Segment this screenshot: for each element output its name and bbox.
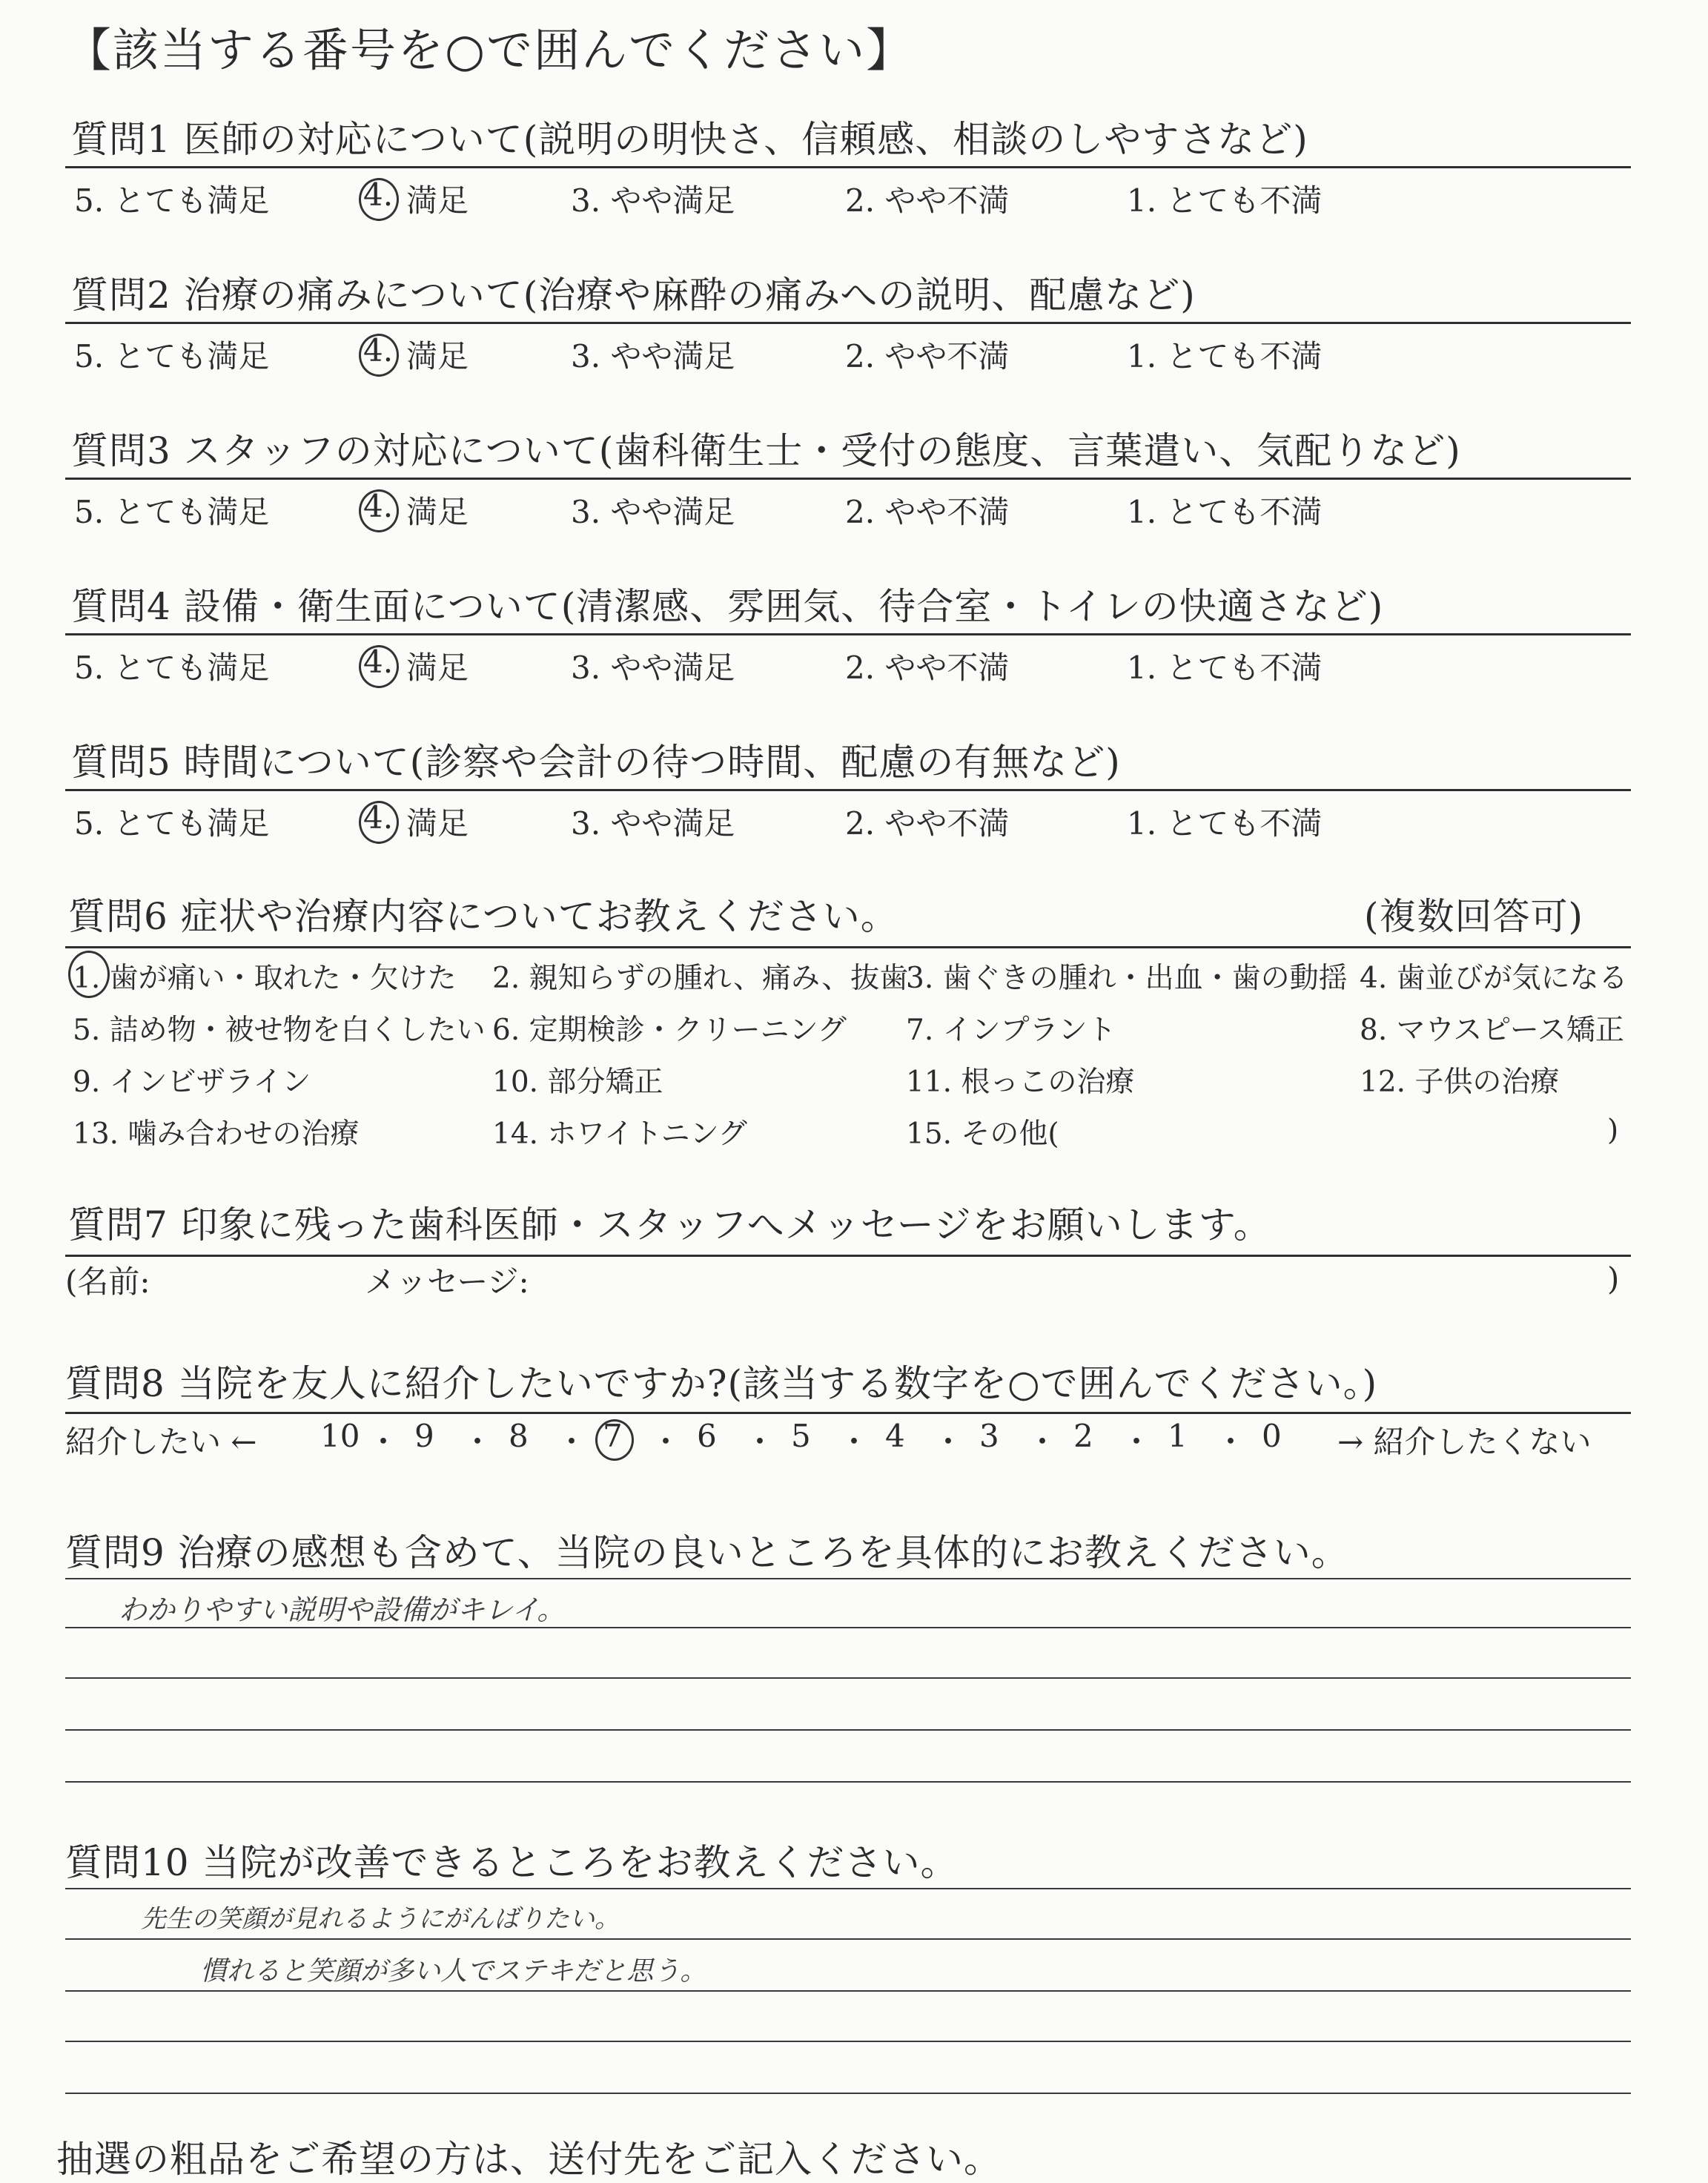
q10-title: 質問10 当院が改善できるところをお教えください。 bbox=[65, 1841, 959, 1884]
q9-line bbox=[65, 1781, 1631, 1783]
q8-score[interactable]: 10 bbox=[320, 1418, 360, 1454]
q6-option[interactable]: 13. 噛み合わせの治療 bbox=[73, 1117, 360, 1151]
form-title: 【該当する番号を○で囲んでください】 bbox=[65, 23, 914, 77]
q6-note: (複数回答可) bbox=[1364, 895, 1584, 938]
q10-line bbox=[65, 2093, 1631, 2094]
q6-option[interactable]: 9. インビザライン bbox=[73, 1066, 311, 1099]
q8-score[interactable]: 4 bbox=[885, 1418, 905, 1454]
rating-option[interactable]: 満足 bbox=[406, 650, 469, 686]
rating-option[interactable]: 4. bbox=[363, 644, 394, 680]
rating-option[interactable]: 3. やや満足 bbox=[571, 650, 735, 686]
selection-circle bbox=[359, 645, 399, 688]
rating-option[interactable]: 2. やや不満 bbox=[845, 650, 1010, 686]
q8-score[interactable]: 8 bbox=[509, 1418, 529, 1454]
q8-left-label: 紹介したい ← bbox=[65, 1424, 257, 1460]
selection-circle bbox=[359, 334, 399, 377]
question-rule bbox=[65, 322, 1631, 324]
q8-separator: ・ bbox=[1215, 1424, 1247, 1460]
question-rule bbox=[65, 478, 1631, 480]
q6-option[interactable]: 7. インプラント bbox=[906, 1014, 1116, 1047]
q10-line bbox=[65, 2041, 1631, 2042]
rating-option[interactable]: 4. bbox=[363, 176, 394, 213]
rating-option[interactable]: 3. やや満足 bbox=[571, 182, 735, 219]
rating-option[interactable]: 3. やや満足 bbox=[571, 805, 735, 842]
rating-option[interactable]: 3. やや満足 bbox=[571, 338, 735, 374]
q8-score[interactable]: 2 bbox=[1073, 1418, 1093, 1454]
q9-line bbox=[65, 1729, 1631, 1731]
q6-option[interactable]: 2. 親知らずの腫れ、痛み、抜歯 bbox=[492, 962, 909, 995]
selection-circle bbox=[359, 178, 399, 221]
q7-rule bbox=[65, 1255, 1631, 1257]
selection-circle bbox=[359, 801, 399, 844]
q9-answer: わかりやすい説明や設備がキレイ。 bbox=[119, 1594, 566, 1626]
q8-separator: ・ bbox=[650, 1424, 682, 1460]
q8-score[interactable]: 7 bbox=[603, 1418, 623, 1454]
q8-separator: ・ bbox=[933, 1424, 964, 1460]
q8-score[interactable]: 5 bbox=[791, 1418, 811, 1454]
q6-option[interactable]: ) bbox=[1607, 1114, 1619, 1147]
q6-option[interactable]: 14. ホワイトニング bbox=[492, 1117, 747, 1151]
q7-message-label: メッセージ: bbox=[365, 1264, 529, 1300]
q9-title: 質問9 治療の感想も含めて、当院の良いところを具体的にお教えください。 bbox=[65, 1531, 1349, 1574]
q6-option[interactable]: 3. 歯ぐきの腫れ・出血・歯の動揺 bbox=[906, 962, 1348, 995]
rating-option[interactable]: 1. とても不満 bbox=[1127, 805, 1323, 842]
question-title: 質問1 医師の対応について(説明の明快さ、信頼感、相談のしやすさなど) bbox=[71, 118, 1308, 161]
rating-option[interactable]: 1. とても不満 bbox=[1127, 338, 1323, 374]
question-rule bbox=[65, 789, 1631, 791]
q10-answer-line2: 慣れると笑顔が多い人でステキだと思う。 bbox=[200, 1956, 707, 1987]
rating-option[interactable]: 2. やや不満 bbox=[845, 338, 1010, 374]
question-rule bbox=[65, 166, 1631, 168]
rating-option[interactable]: 2. やや不満 bbox=[845, 805, 1010, 842]
q8-separator: ・ bbox=[1121, 1424, 1153, 1460]
q6-option[interactable]: 10. 部分矯正 bbox=[492, 1066, 663, 1099]
q6-option[interactable]: 6. 定期検診・クリーニング bbox=[492, 1014, 847, 1047]
q8-right-label: → 紹介したくない bbox=[1337, 1424, 1592, 1460]
rating-option[interactable]: 2. やや不満 bbox=[845, 182, 1010, 219]
q8-separator: ・ bbox=[368, 1424, 400, 1460]
rating-option[interactable]: 満足 bbox=[406, 494, 469, 530]
q8-separator: ・ bbox=[744, 1424, 776, 1460]
q8-separator: ・ bbox=[462, 1424, 494, 1460]
q8-score[interactable]: 1 bbox=[1168, 1418, 1188, 1454]
question-rule bbox=[65, 633, 1631, 635]
q8-separator: ・ bbox=[838, 1424, 870, 1460]
q10-line bbox=[65, 1888, 1631, 1889]
q10-line bbox=[65, 1990, 1631, 1992]
question-title: 質問3 スタッフの対応について(歯科衛生士・受付の態度、言葉遣い、気配りなど) bbox=[71, 429, 1461, 472]
q7-title: 質問7 印象に残った歯科医師・スタッフへメッセージをお願いします。 bbox=[68, 1203, 1271, 1246]
q6-rule bbox=[65, 946, 1631, 948]
question-title: 質問2 治療の痛みについて(治療や麻酔の痛みへの説明、配慮など) bbox=[71, 274, 1196, 317]
rating-option[interactable]: 4. bbox=[363, 332, 394, 369]
selection-circle bbox=[595, 1419, 634, 1461]
q8-separator: ・ bbox=[1027, 1424, 1059, 1460]
q7-name-label: (名前: bbox=[65, 1264, 150, 1300]
footer-instruction: 抽選の粗品をご希望の方は、送付先をご記入ください。 bbox=[56, 2138, 1002, 2181]
q6-option[interactable]: 5. 詰め物・被せ物を白くしたい bbox=[73, 1014, 486, 1047]
rating-option[interactable]: 5. とても満足 bbox=[74, 338, 270, 374]
q9-line bbox=[65, 1578, 1631, 1579]
rating-option[interactable]: 1. とても不満 bbox=[1127, 494, 1323, 530]
q8-rule bbox=[65, 1412, 1631, 1414]
q9-line bbox=[65, 1677, 1631, 1679]
q8-score[interactable]: 9 bbox=[414, 1418, 434, 1454]
rating-option[interactable]: 3. やや満足 bbox=[571, 494, 735, 530]
rating-option[interactable]: 4. bbox=[363, 488, 394, 524]
rating-option[interactable]: 5. とても満足 bbox=[74, 805, 270, 842]
q8-title: 質問8 当院を友人に紹介したいですか?(該当する数字を○で囲んでください。) bbox=[65, 1362, 1378, 1405]
q6-title: 質問6 症状や治療内容についてお教えください。 bbox=[68, 895, 898, 938]
q6-option[interactable]: 12. 子供の治療 bbox=[1360, 1066, 1560, 1099]
q10-line bbox=[65, 1938, 1631, 1940]
rating-option[interactable]: 1. とても不満 bbox=[1127, 650, 1323, 686]
q6-option[interactable]: 8. マウスピース矯正 bbox=[1360, 1014, 1624, 1047]
selection-circle bbox=[68, 951, 110, 998]
rating-option[interactable]: 5. とても満足 bbox=[74, 182, 270, 219]
q8-score[interactable]: 6 bbox=[697, 1418, 717, 1454]
rating-option[interactable]: 満足 bbox=[406, 805, 469, 842]
question-title: 質問5 時間について(診察や会計の待つ時間、配慮の有無など) bbox=[71, 741, 1121, 784]
q10-answer-line1: 先生の笑顔が見れるようにがんばりたい。 bbox=[141, 1904, 620, 1934]
q8-score[interactable]: 0 bbox=[1262, 1418, 1282, 1454]
q6-option[interactable]: 11. 根っこの治療 bbox=[906, 1066, 1135, 1099]
rating-option[interactable]: 満足 bbox=[406, 182, 469, 219]
rating-option[interactable]: 4. bbox=[363, 799, 394, 836]
q9-line bbox=[65, 1627, 1631, 1628]
rating-option[interactable]: 2. やや不満 bbox=[845, 494, 1010, 530]
q6-option[interactable]: 4. 歯並びが気になる bbox=[1360, 962, 1628, 995]
rating-option[interactable]: 5. とても満足 bbox=[74, 650, 270, 686]
rating-option[interactable]: 5. とても満足 bbox=[74, 494, 270, 530]
rating-option[interactable]: 満足 bbox=[406, 338, 469, 374]
q7-close-paren: ) bbox=[1607, 1261, 1620, 1297]
q6-option[interactable]: 1. 歯が痛い・取れた・欠けた bbox=[73, 962, 457, 995]
q6-option[interactable]: 15. その他( bbox=[906, 1117, 1059, 1151]
rating-option[interactable]: 1. とても不満 bbox=[1127, 182, 1323, 219]
q8-separator: ・ bbox=[556, 1424, 588, 1460]
q8-score[interactable]: 3 bbox=[979, 1418, 999, 1454]
selection-circle bbox=[359, 489, 399, 532]
question-title: 質問4 設備・衛生面について(清潔感、雰囲気、待合室・トイレの快適さなど) bbox=[71, 585, 1384, 628]
